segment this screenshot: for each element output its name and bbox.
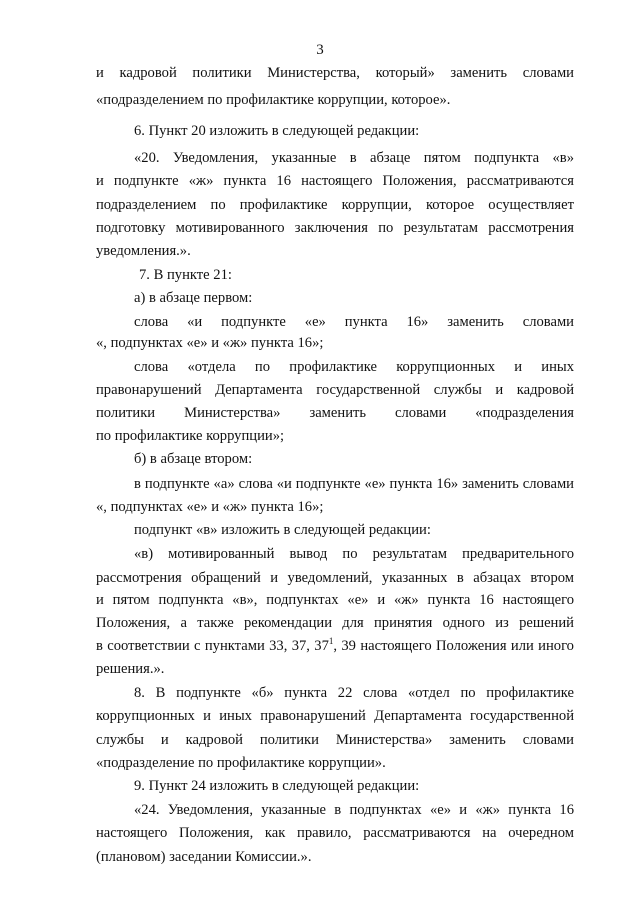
text-line: и кадровой политики Министерства, который» заменить словами (96, 65, 574, 81)
text-line: слова «отдела по профилактике коррупционных и иных (134, 359, 574, 375)
text-line: решения.». (96, 661, 165, 677)
text-fragment: в соответствии с пунктами 33, 37, 37 (96, 638, 329, 654)
text-line: б) в абзаце втором: (134, 451, 253, 467)
text-line: а) в абзаце первом: (134, 290, 253, 306)
text-line: коррупционных и иных правонарушений Департамента государственной (96, 708, 574, 724)
page-number: 3 (316, 42, 324, 58)
text-line: настоящего Положения, как правило, рассматриваются на очередном (96, 825, 574, 841)
text-line: политики Министерства» заменить словами «подразделения (96, 405, 574, 421)
text-line: уведомления.». (96, 243, 191, 259)
text-line: 9. Пункт 24 изложить в следующей редакции: (134, 778, 420, 794)
text-line: «в) мотивированный вывод по результатам предварительного (134, 546, 574, 562)
text-fragment: , 39 настоящего Положения или иного (333, 638, 574, 654)
text-line: подготовку мотивированного заключения по результатам рассмотрения (96, 220, 574, 236)
text-line: «, подпунктах «е» и «ж» пункта 16»; (96, 499, 324, 515)
text-line: по профилактике коррупции»; (96, 428, 285, 444)
text-line: 6. Пункт 20 изложить в следующей редакции: (134, 123, 420, 139)
text-line: рассмотрения обращений и уведомлений, указанных в абзацах втором (96, 570, 574, 586)
text-line: 8. В подпункте «б» пункта 22 слова «отдел по профилактике (134, 685, 574, 701)
text-line: Положения, а также рекомендации для принятия одного из решений (96, 615, 574, 631)
text-line: «24. Уведомления, указанные в подпунктах «е» и «ж» пункта 16 (134, 802, 574, 818)
text-line: 7. В пункте 21: (139, 267, 232, 283)
text-line: «, подпунктах «е» и «ж» пункта 16»; (96, 335, 324, 351)
text-line: и пятом подпункта «в», подпунктах «е» и «ж» пункта 16 настоящего (96, 592, 574, 608)
text-line: правонарушений Департамента государственной службы и кадровой (96, 382, 574, 398)
text-line: и подпункте «ж» пункта 16 настоящего Положения, рассматриваются (96, 173, 574, 189)
superscript: 1 (328, 636, 334, 647)
text-line: службы и кадровой политики Министерства» заменить словами (96, 732, 574, 748)
text-line-with-superscript (96, 637, 574, 655)
text-line: «20. Уведомления, указанные в абзаце пятом подпункта «в» (134, 150, 574, 166)
text-line: в подпункте «а» слова «и подпункте «е» пункта 16» заменить словами (134, 476, 574, 492)
text-line: «подразделение по профилактике коррупции». (96, 755, 386, 771)
text-line: подразделением по профилактике коррупции, которое осуществляет (96, 197, 574, 213)
text-line: подпункт «в» изложить в следующей редакции: (134, 522, 431, 538)
text-line: слова «и подпункте «е» пункта 16» заменить словами (134, 314, 574, 330)
text-line: «подразделением по профилактике коррупции, которое». (96, 92, 451, 108)
text-line: (плановом) заседании Комиссии.». (96, 849, 312, 865)
